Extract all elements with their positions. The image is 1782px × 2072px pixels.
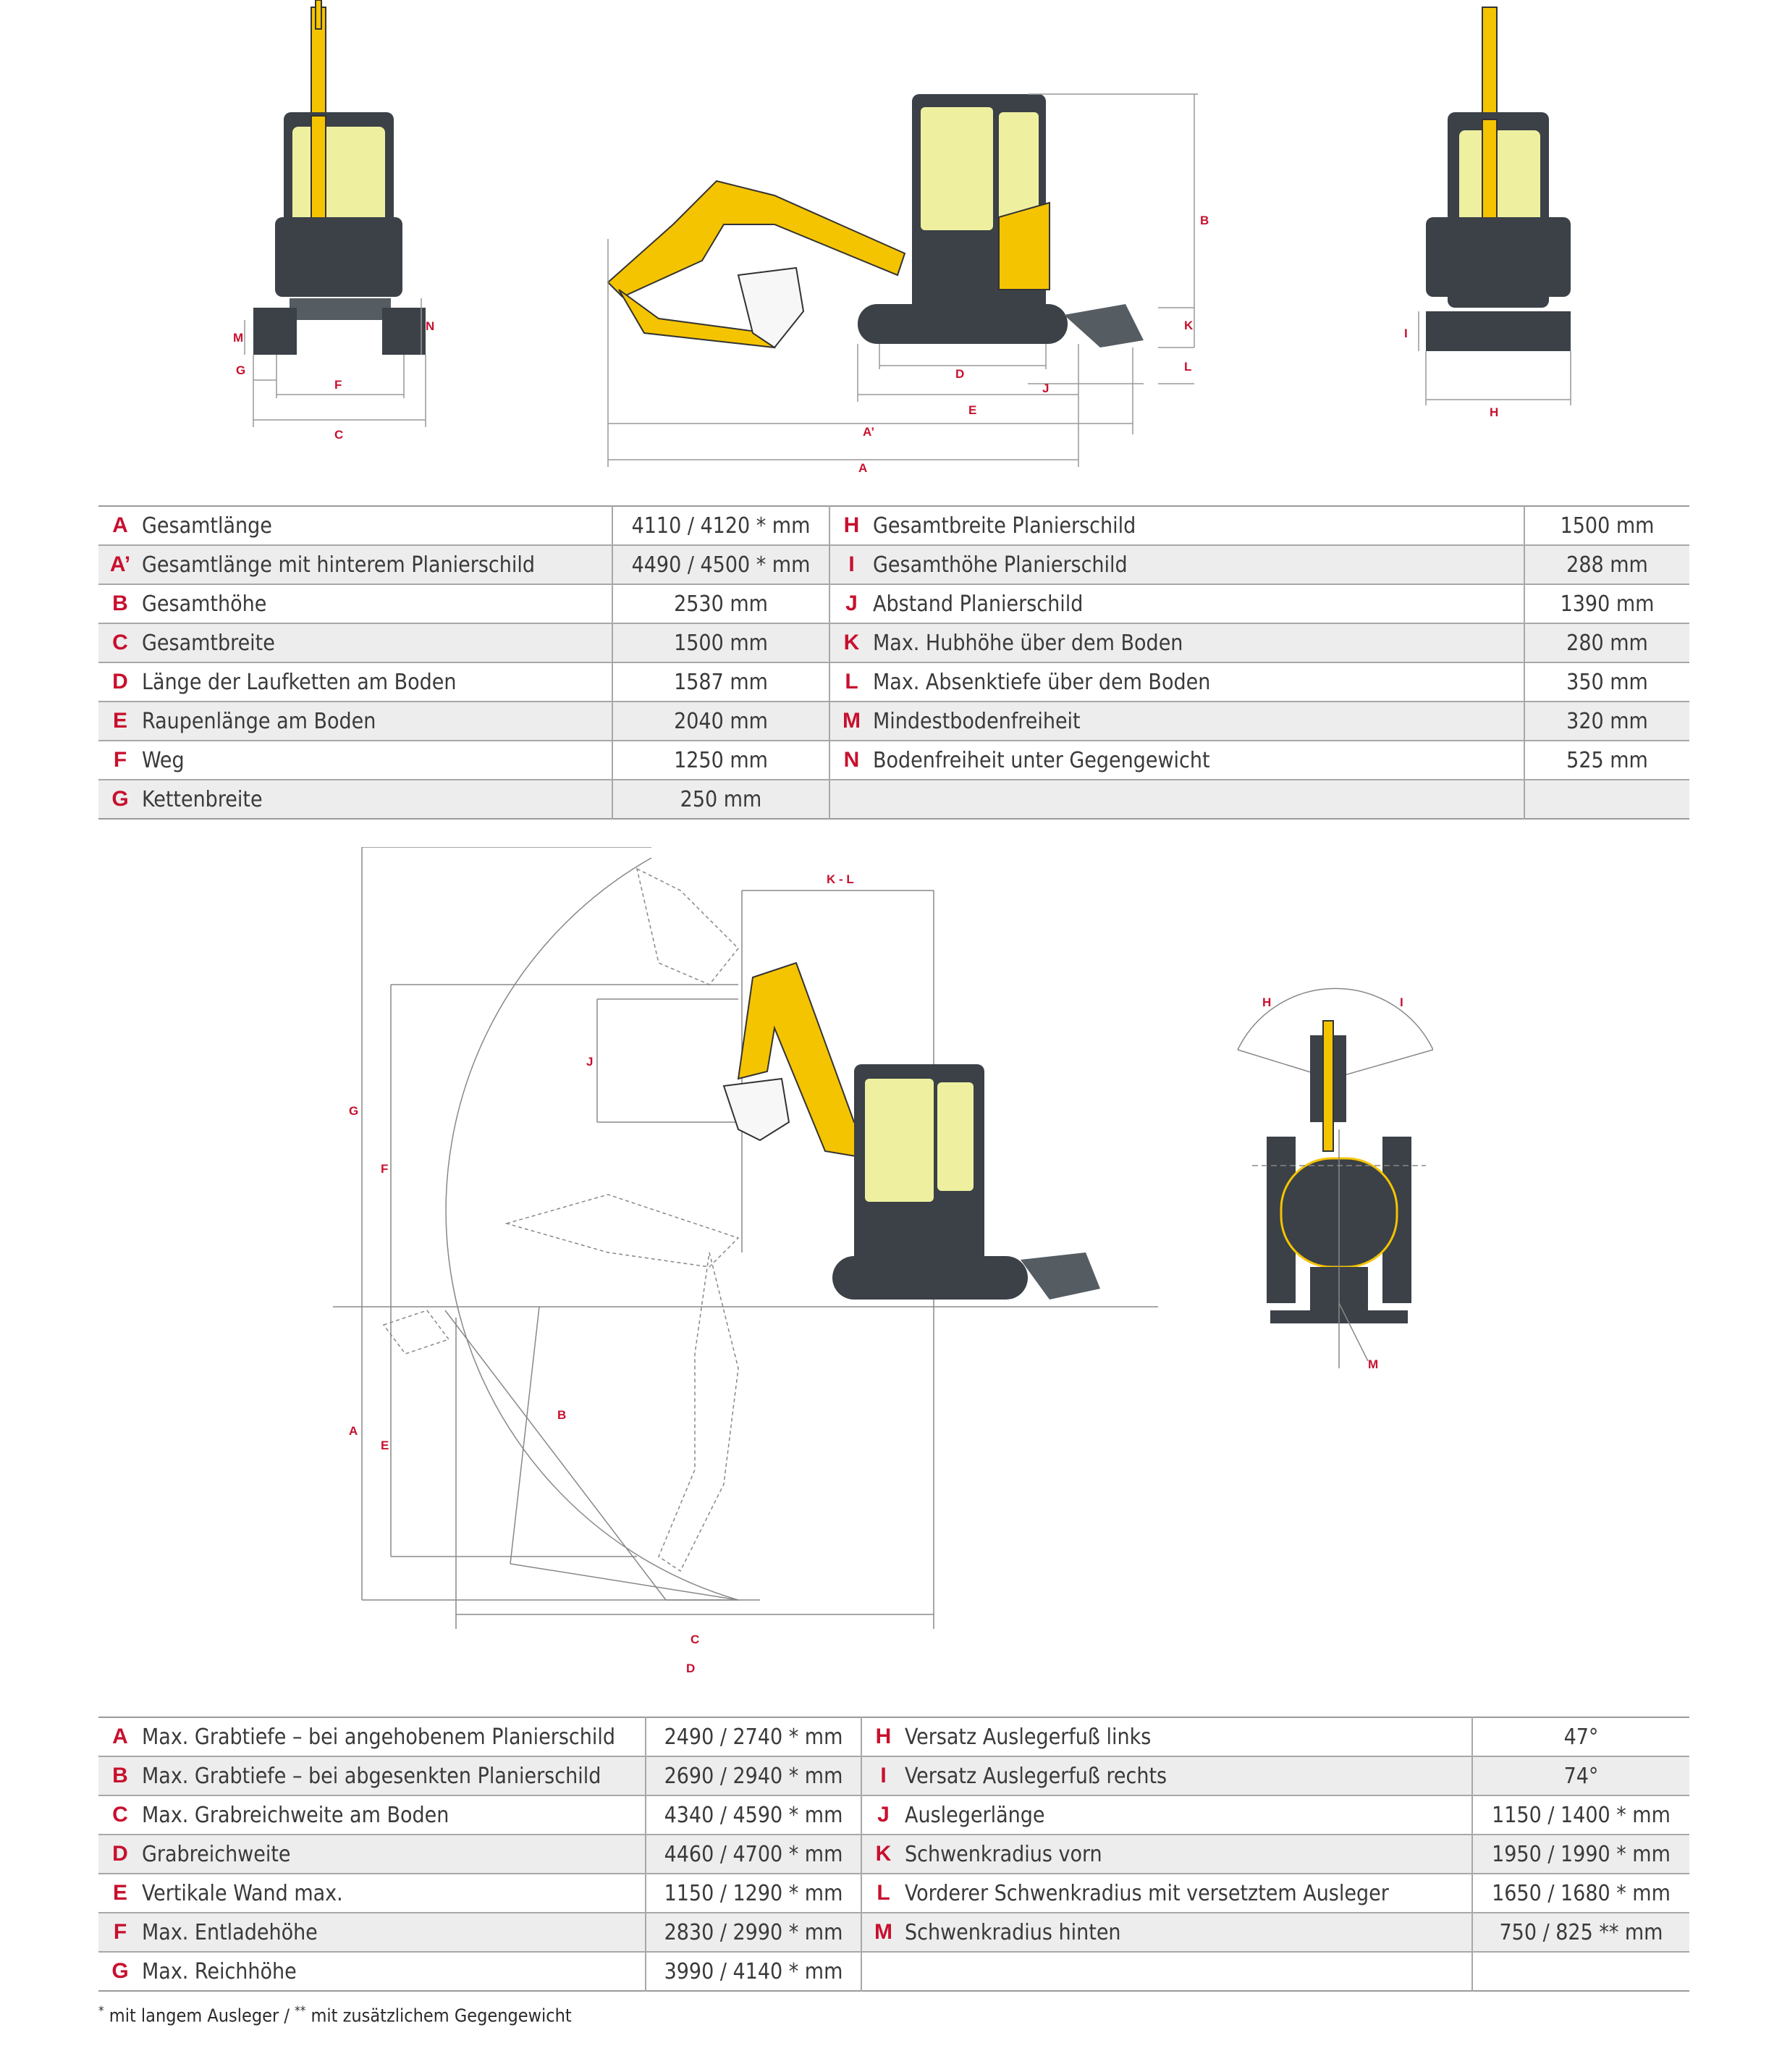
spec-label: Raupenlänge am Boden	[142, 702, 612, 741]
spec-value: 1250 mm	[612, 741, 829, 780]
table-row	[98, 702, 1689, 741]
spec-key: I	[829, 545, 873, 584]
spec-value: 350 mm	[1524, 662, 1689, 702]
spec-key: D	[98, 662, 142, 702]
swing-label-h: H	[1262, 995, 1272, 1009]
spec-label: Grabreichweite	[142, 1835, 646, 1874]
footnote-star-2: **	[295, 2004, 306, 2018]
spec-value: 1390 mm	[1524, 584, 1689, 623]
dimensions-table	[98, 505, 1689, 820]
swing-label-m: M	[1368, 1357, 1379, 1371]
table-row	[98, 623, 1689, 662]
spec-value: 74°	[1472, 1756, 1689, 1795]
spec-value: 3990 / 4140 * mm	[646, 1952, 861, 1991]
work-label-f: F	[381, 1162, 389, 1176]
table-row	[98, 584, 1689, 623]
spec-label: Gesamtlänge mit hinterem Planierschild	[142, 545, 612, 584]
spec-label: Gesamthöhe Planierschild	[873, 545, 1524, 584]
spec-label: Weg	[142, 741, 612, 780]
table-row	[98, 1952, 1689, 1991]
spec-label: Vorderer Schwenkradius mit versetztem Ausleger	[905, 1874, 1472, 1913]
spec-key: B	[98, 1756, 142, 1795]
work-label-j: J	[586, 1055, 594, 1069]
rear-label-i: I	[1404, 327, 1408, 340]
spec-label: Auslegerlänge	[905, 1795, 1472, 1835]
spec-value: 1650 / 1680 * mm	[1472, 1874, 1689, 1913]
working-range-diagram	[333, 847, 1180, 1680]
spec-value: 280 mm	[1524, 623, 1689, 662]
front-view-diagram	[217, 0, 449, 456]
table-row	[98, 1756, 1689, 1795]
spec-key: D	[98, 1835, 142, 1874]
spec-label: Vertikale Wand max.	[142, 1874, 646, 1913]
spec-key: A’	[98, 545, 142, 584]
spec-key: E	[98, 1874, 142, 1913]
spec-value: 4460 / 4700 * mm	[646, 1835, 861, 1874]
spec-key	[861, 1952, 905, 1991]
work-label-d: D	[686, 1662, 696, 1675]
spec-label: Gesamthöhe	[142, 584, 612, 623]
spec-label: Abstand Planierschild	[873, 584, 1524, 623]
spec-label: Max. Grabreichweite am Boden	[142, 1795, 646, 1835]
spec-value: 1500 mm	[1524, 506, 1689, 545]
spec-value: 2040 mm	[612, 702, 829, 741]
spec-value: 1150 / 1400 * mm	[1472, 1795, 1689, 1835]
front-label-g: G	[236, 363, 246, 377]
spec-key: M	[829, 702, 873, 741]
spec-label: Kettenbreite	[142, 780, 612, 819]
spec-value	[1472, 1952, 1689, 1991]
side-label-j: J	[1042, 382, 1050, 395]
spec-label: Gesamtlänge	[142, 513, 272, 539]
table-row	[98, 1795, 1689, 1835]
spec-key: G	[98, 780, 142, 819]
table-row	[98, 1835, 1689, 1874]
spec-key	[829, 780, 873, 819]
spec-key: E	[98, 702, 142, 741]
spec-label: Mindestbodenfreiheit	[873, 702, 1524, 741]
side-label-a-prime: A’	[863, 425, 875, 439]
spec-label: Max. Absenktiefe über dem Boden	[873, 662, 1524, 702]
spec-value: 1150 / 1290 * mm	[646, 1874, 861, 1913]
spec-value: 320 mm	[1524, 702, 1689, 741]
work-label-b: B	[557, 1408, 567, 1422]
footnote-text-2: mit zusätzlichem Gegengewicht	[305, 2005, 572, 2026]
side-view-diagram	[594, 72, 1245, 478]
rear-label-h: H	[1490, 405, 1499, 419]
spec-label: Max. Reichhöhe	[142, 1952, 646, 1991]
spec-value: 4110 / 4120 * mm	[612, 506, 829, 545]
front-label-f: F	[334, 378, 342, 392]
spec-label: Bodenfreiheit unter Gegengewicht	[873, 741, 1524, 780]
swing-top-view-diagram	[1230, 963, 1433, 1383]
front-label-n: N	[426, 319, 435, 333]
table-row	[98, 741, 1689, 780]
table-row	[98, 662, 1689, 702]
table-row	[98, 1874, 1689, 1913]
spec-value: 2690 / 2940 * mm	[646, 1756, 861, 1795]
spec-value: 2830 / 2990 * mm	[646, 1913, 861, 1952]
spec-key: J	[861, 1795, 905, 1835]
rear-view-diagram	[1390, 0, 1578, 434]
spec-label: Max. Grabtiefe – bei abgesenkten Planierschild	[142, 1756, 646, 1795]
performance-table	[98, 1717, 1689, 1992]
table-row	[98, 780, 1689, 819]
table-row	[98, 506, 1689, 545]
footnote	[98, 2004, 572, 2026]
spec-label: Versatz Auslegerfuß rechts	[905, 1756, 1472, 1795]
spec-label: Gesamtbreite Planierschild	[873, 513, 1136, 539]
spec-key: C	[98, 623, 142, 662]
work-label-c: C	[691, 1633, 700, 1646]
spec-key: G	[98, 1952, 142, 1991]
spec-label: Länge der Laufketten am Boden	[142, 662, 612, 702]
spec-key: F	[98, 1913, 142, 1952]
spec-key: H	[875, 1724, 892, 1748]
table-row	[98, 1717, 1689, 1756]
spec-key: J	[829, 584, 873, 623]
spec-label	[873, 780, 1524, 819]
spec-label: Max. Grabtiefe – bei angehobenem Planierschild	[142, 1724, 615, 1750]
spec-key: A	[112, 513, 128, 537]
spec-key: H	[843, 513, 860, 537]
spec-label: Max. Hubhöhe über dem Boden	[873, 623, 1524, 662]
side-label-k: K	[1184, 319, 1194, 332]
spec-value: 288 mm	[1524, 545, 1689, 584]
work-label-a: A	[349, 1424, 358, 1438]
spec-value: 4340 / 4590 * mm	[646, 1795, 861, 1835]
table-row	[98, 545, 1689, 584]
work-label-e: E	[381, 1439, 389, 1452]
side-label-l: L	[1184, 360, 1192, 374]
spec-key: I	[861, 1756, 905, 1795]
work-label-g: G	[349, 1104, 359, 1118]
spec-key: L	[861, 1874, 905, 1913]
side-label-b: B	[1200, 214, 1209, 227]
spec-label: Max. Entladehöhe	[142, 1913, 646, 1952]
footnote-star-1: *	[98, 2004, 104, 2018]
spec-value: 1950 / 1990 * mm	[1472, 1835, 1689, 1874]
spec-key: F	[98, 741, 142, 780]
work-label-k-l: K - L	[827, 872, 854, 886]
spec-key: N	[829, 741, 873, 780]
spec-label	[905, 1952, 1472, 1991]
spec-label: Versatz Auslegerfuß links	[905, 1724, 1152, 1750]
swing-label-i: I	[1400, 995, 1403, 1009]
front-label-c: C	[334, 428, 344, 442]
spec-value: 47°	[1472, 1717, 1689, 1756]
table-row	[98, 1913, 1689, 1952]
side-label-d: D	[955, 367, 965, 381]
spec-value: 2490 / 2740 * mm	[646, 1717, 861, 1756]
spec-label: Schwenkradius vorn	[905, 1835, 1472, 1874]
side-label-a: A	[858, 461, 868, 475]
spec-key: A	[112, 1724, 128, 1748]
spec-value	[1524, 780, 1689, 819]
spec-key: K	[861, 1835, 905, 1874]
spec-key: K	[829, 623, 873, 662]
spec-value: 250 mm	[612, 780, 829, 819]
side-label-e: E	[968, 403, 977, 417]
spec-label: Gesamtbreite	[142, 623, 612, 662]
spec-value: 525 mm	[1524, 741, 1689, 780]
spec-value: 750 / 825 ** mm	[1472, 1913, 1689, 1952]
spec-key: B	[98, 584, 142, 623]
spec-value: 1587 mm	[612, 662, 829, 702]
spec-value: 2530 mm	[612, 584, 829, 623]
spec-key: M	[861, 1913, 905, 1952]
spec-key: C	[98, 1795, 142, 1835]
spec-value: 4490 / 4500 * mm	[612, 545, 829, 584]
spec-key: L	[829, 662, 873, 702]
front-label-m: M	[233, 331, 244, 345]
footnote-text-1: mit langem Ausleger /	[104, 2005, 295, 2026]
spec-value: 1500 mm	[612, 623, 829, 662]
spec-label: Schwenkradius hinten	[905, 1913, 1472, 1952]
